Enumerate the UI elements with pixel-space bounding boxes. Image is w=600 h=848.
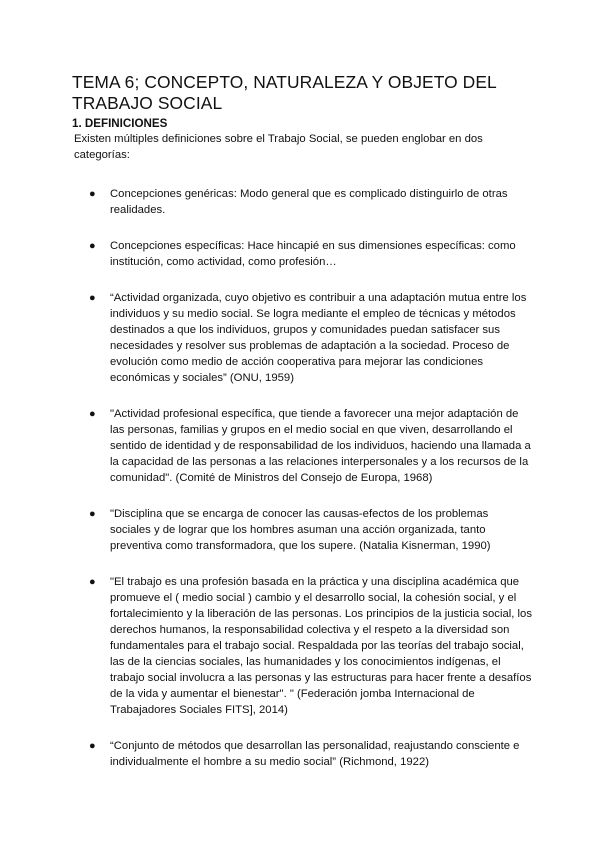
list-item-text: Concepciones específicas: Hace hincapié en sus dimensiones específicas: como institución, como actividad, como profesión…	[110, 240, 516, 268]
list-item-text: “Conjunto de métodos que desarrollan las personalidad, reajustando consciente e individualmente el hombre a su medio social” (Richmond, 1922)	[110, 740, 520, 768]
list-item-text: "Actividad profesional específica, que tiende a favorecer una mejor adaptación de las personas, familias y grupos en el medio social en que viven, desarrollando el sentido de identidad y de responsabilidad de los individuos, haciendo una llamada a la capacidad de las personas a las relaciones interpersonales y a los recursos de la comunidad". (Comité de Ministros del Consejo de Europa, 1968)	[110, 408, 531, 484]
document-page	[72, 72, 532, 790]
bullet-icon: ●	[89, 740, 96, 752]
list-item-text: "Disciplina que se encarga de conocer las causas-efectos de los problemas sociales y de lograr que los hombres asuman una acción organizada, tanto preventiva como transformadora, que los supere. (Natalia Kisnerman, 1990)	[110, 508, 491, 552]
list-item-text: “Actividad organizada, cuyo objetivo es contribuir a una adaptación mutua entre los individuos y su medio social. Se logra mediante el empleo de técnicas y métodos destinados a que los individuos, grupos y comunidades puedan satisfacer sus necesidades y resolver sus problemas de adaptación a la sociedad. Proceso de evolución como medio de acción cooperativa para mejorar las condiciones económicas y sociales” (ONU, 1959)	[110, 292, 527, 384]
bullet-icon: ●	[89, 188, 96, 200]
list-item	[72, 738, 532, 770]
section-heading: 1. DEFINICIONES	[72, 117, 168, 130]
bullet-icon: ●	[89, 292, 96, 304]
list-item	[72, 238, 532, 270]
list-item-text: "El trabajo es una profesión basada en la práctica y una disciplina académica que promueve el ( medio social ) cambio y el desarrollo social, la cohesión social, y el fortalecimiento y la liberación de las personas. Los principios de la justicia social, los derechos humanos, la responsabilidad colectiva y el respeto a la diversidad son fundamentales para el trabajo social. Respaldada por las teorías del trabajo social, las de la ciencias sociales, las humanidades y los conocimientos indígenas, el trabajo social involucra a las personas y las estructuras para hacer frente a desafíos de la vida y aumentar el bienestar". " (Federación jomba Internacional de Trabajadores Sociales FITS], 2014)	[110, 576, 532, 716]
list-item	[72, 186, 532, 218]
bullet-icon: ●	[89, 508, 96, 520]
document-title: TEMA 6; CONCEPTO, NATURALEZA Y OBJETO DEL TRABAJO SOCIAL	[72, 72, 497, 113]
list-item	[72, 406, 532, 486]
bullet-icon: ●	[89, 408, 96, 420]
bullet-icon: ●	[89, 240, 96, 252]
bullet-icon: ●	[89, 576, 96, 588]
definitions-list	[72, 186, 532, 770]
list-item	[72, 506, 532, 554]
list-item	[72, 290, 532, 386]
intro-paragraph: Existen múltiples definiciones sobre el Trabajo Social, se pueden englobar en dos categorías:	[74, 133, 483, 161]
list-item-text: Concepciones genéricas: Modo general que es complicado distinguirlo de otras realidades.	[110, 188, 508, 216]
list-item	[72, 574, 532, 718]
